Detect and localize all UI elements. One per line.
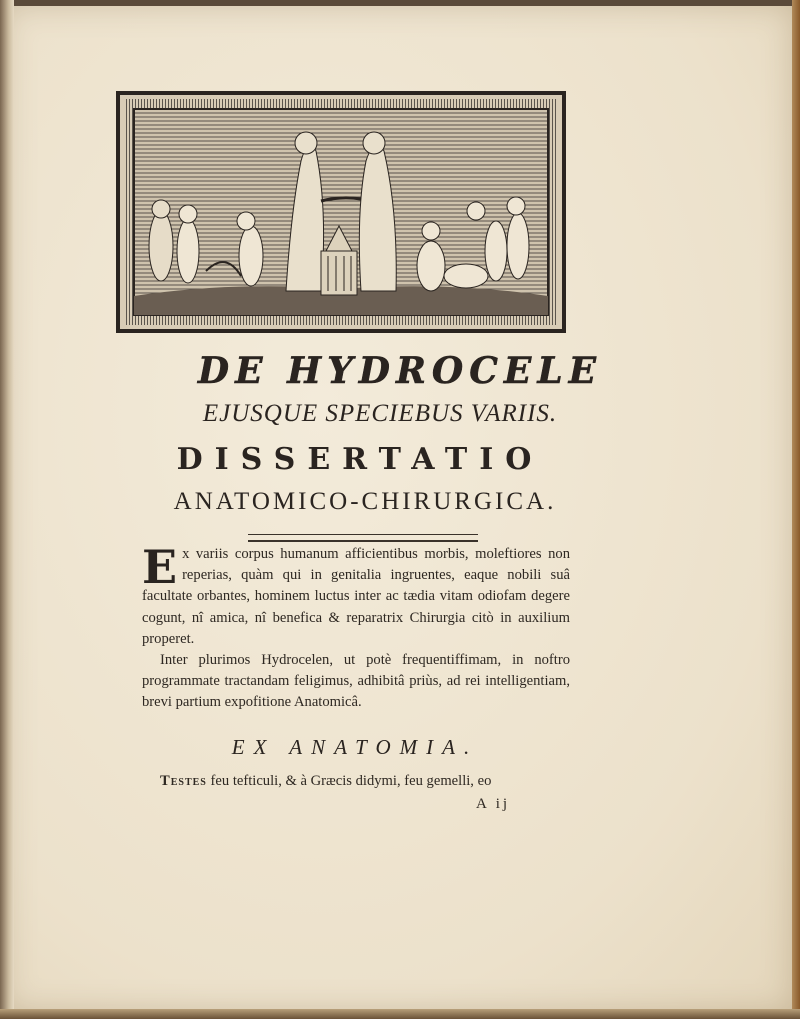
section-first-line: [160, 773, 572, 790]
drop-cap: E: [142, 540, 178, 594]
body-text: [142, 540, 570, 714]
first-word: Testes: [160, 773, 207, 789]
signature-mark: A ij: [476, 796, 511, 812]
allegorical-engraving-icon: [116, 91, 566, 333]
title-line-1: DE HYDROCELE: [197, 350, 603, 392]
first-line-text: feu tefticuli, & à Græcis didymi, feu gemelli, eo: [210, 773, 492, 789]
page-edge-right: [792, 0, 800, 1019]
title-line-2: EJUSQUE SPECIEBUS VARIIS.: [202, 400, 558, 427]
title-line-3: DISSERTATIO: [176, 442, 544, 477]
paragraph-2: Inter plurimos Hydrocelen, ut potè frequentiffimam, in noftro programmate tractandam feligimus, adhibitâ priùs, ad rei intelligentiam, brevi partium expofitione Anatomicâ.: [142, 652, 570, 711]
page-edge-bottom: [0, 1009, 800, 1019]
title-line-4: ANATOMICO-CHIRURGICA.: [173, 488, 557, 515]
decorative-rule: [248, 534, 478, 542]
section-heading: EX ANATOMIA.: [231, 735, 479, 759]
paragraph-1-text: x variis corpus humanum afficientibus morbis, moleftiores non reperias, quàm qui in genitalia ingruentes, eaque nobili suâ facultate orbantes, hominem luctus inter ac tædia vitam odiofam degere cogunt, nî amica, nî benefica & reparatrix Chirurgia citò in auxilium properet.: [142, 546, 570, 647]
paragraph-1: [142, 540, 570, 650]
